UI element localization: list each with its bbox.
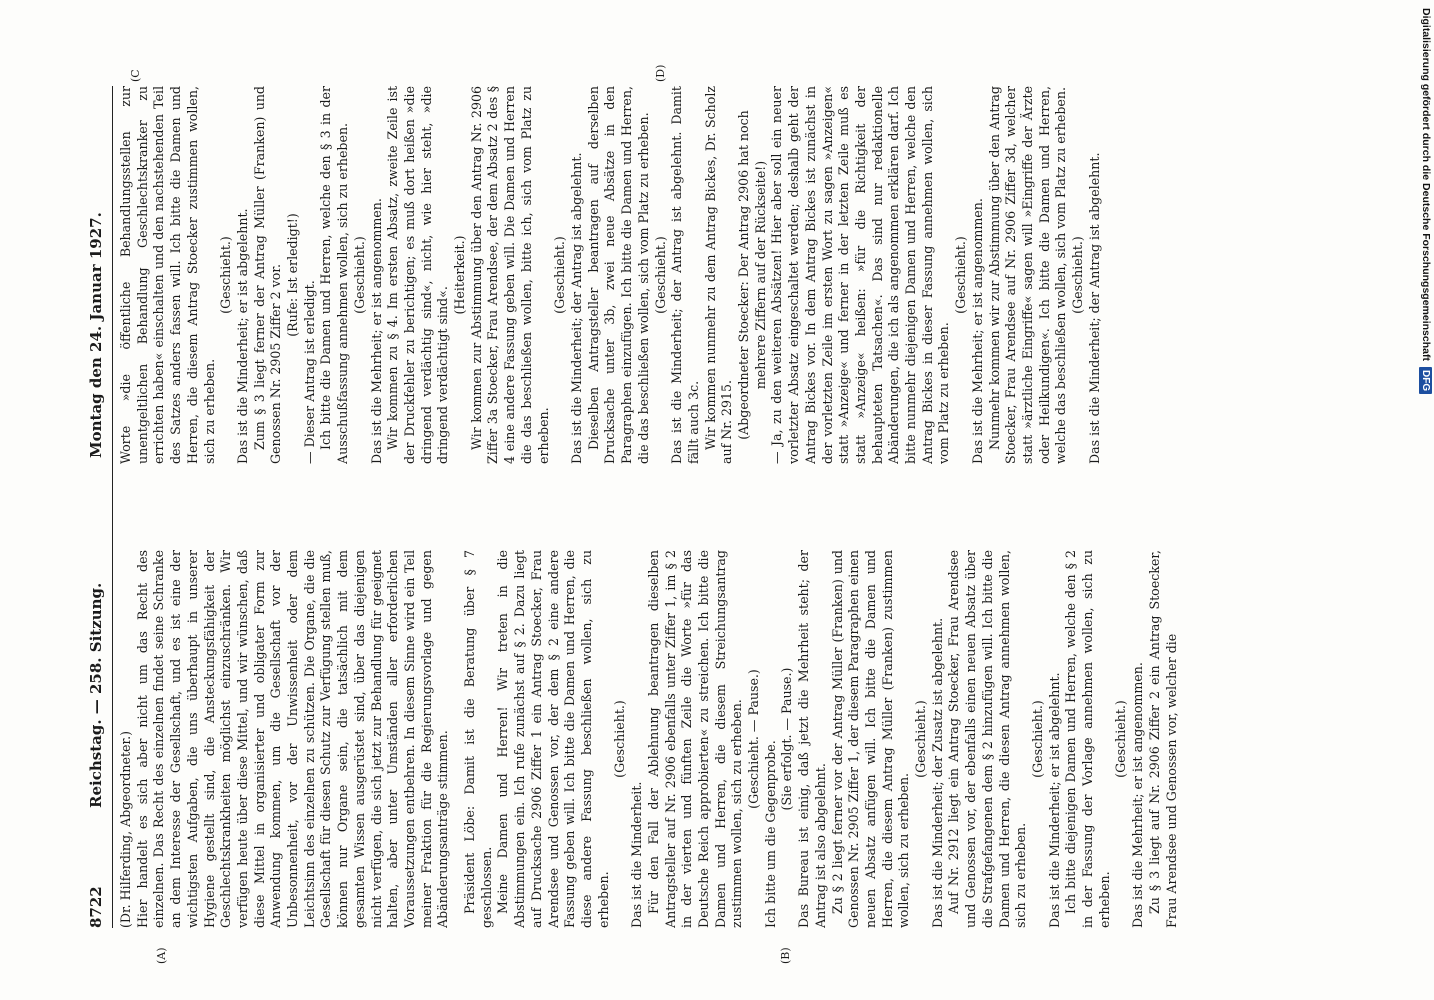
president-speech: Präsident Löbe: Damit ist die Beratung über § 7 geschlossen.	[462, 550, 494, 928]
stage-direction: (Geschieht.)	[1029, 700, 1045, 778]
speaker-continuation: (Dr. Hilferding, Abgeordneter.)	[118, 730, 133, 928]
stage-direction: (Sie erfolgt. — Pause.)	[779, 667, 795, 811]
paragraph: Dieselben Antragsteller beantragen auf derselben Drucksache unter 3b, zwei neue Absätze in den Paragraphen einzufügen. Ich bitte die Damen und Herren, die das beschließen wollen, sich vom Platz zu erheben.	[585, 86, 651, 464]
margin-marker-c: (C	[129, 69, 142, 82]
stage-direction: (Heiterkeit.)	[452, 235, 468, 315]
page-number: 8722	[87, 886, 105, 928]
stage-direction: (Geschieht.)	[1070, 236, 1086, 314]
page-header	[88, 86, 112, 928]
result-line: Das ist die Mehrheit; er ist angenommen.	[969, 198, 985, 464]
stage-direction: (Geschieht. — Pause.)	[746, 669, 762, 809]
paragraph: Ich bitte die Damen und Herren, welche den § 3 in der Ausschußfassung annehmen wollen, sich zu erheben.	[318, 86, 351, 464]
paragraph: Das Bureau ist einig, daß jetzt die Mehrheit steht; der Antrag ist also abgelehnt.	[796, 550, 828, 928]
paragraph: Wir kommen zu § 4. Im ersten Absatz, zweite Zeile ist der Druckfehler zu berichtigen; es muß dort heißen »die dringend verdächtig sind«, nicht, wie hier steht, »die dringend verdächtigt sind«.	[385, 86, 451, 464]
stage-direction: (Geschieht.)	[218, 236, 234, 314]
paragraph: Wir kommen nunmehr zu dem Antrag Bickes, Dr. Scholz auf Nr. 2915.	[702, 86, 735, 464]
paragraph: Zu § 3 liegt auf Nr. 2906 Ziffer 2 ein Antrag Stoecker, Frau Arendsee und Genossen vor, welcher die	[1146, 550, 1179, 928]
stage-direction: (Geschieht.)	[913, 700, 929, 778]
result-line: Das ist die Minderheit; der Antrag ist abgelehnt.	[1086, 152, 1102, 464]
paragraph: Worte »die öffentliche Behandlungsstellen zur unentgeltlichen Behandlung Geschlechtskranker zu errichten haben« einschalten und den nachstehenden Teil des Satzes anders fassen will. Ich bitte die Damen und Herren, die diesem Antrag Stoecker zustimmen wollen, sich zu erheben.	[118, 86, 217, 464]
rotated-page	[87, 64, 1328, 964]
document-page	[87, 64, 1328, 964]
result-line: Das ist die Minderheit; er ist abgelehnt.	[234, 208, 250, 464]
margin-marker-a: (A)	[155, 947, 168, 964]
paragraph: Für den Fall der Ablehnung beantragen dieselben Antragsteller auf Nr. 2906 ebenfalls unter Ziffer 1, im § 2 in der vierten und fünften Zeile die Worte »für das Deutsche Reich approbierten« zu streichen. Ich bitte die Damen und Herren, die diesem Streichungsantrag zustimmen wollen, sich zu erheben.	[645, 550, 745, 928]
interjection: (Abgeordneter Stoecker: Der Antrag 2906 hat noch mehrere Ziffern auf der Rückseite!)	[736, 110, 768, 440]
result-line: Das ist die Minderheit; der Antrag ist abgelehnt.	[568, 152, 584, 464]
stamp-text: Digitalisierung gefördert durch die Deutsche Forschungsgemeinschaft	[1420, 8, 1432, 361]
paragraph: — Ja, zu den weiteren Absätzen! Hier aber soll ein neuer vorletzter Absatz eingeschaltet werden; deshalb geht der Antrag Bickes vor. In dem Antrag Bickes ist zunächst in der vorletzten Zeile im ersten Wort zu sagen »Anzeigen« statt »Anzeige« und ferner in der letzten Zeile muß es statt »Anzeige« heißen: »für die Richtigkeit der behaupteten Tatsachen«. Das sind nur redaktionelle Abänderungen, die ich als angenommen erklären darf. Ich bitte nunmehr diejenigen Damen und Herren, welche den Antrag Bickes in dieser Fassung annehmen wollen, sich vom Platz zu erheben.	[769, 86, 952, 464]
stage-direction: (Geschieht.)	[612, 700, 628, 778]
paragraph: Nunmehr kommen wir zur Abstimmung über den Antrag Stoecker, Frau Arendsee auf Nr. 2906 Ziffer 3d, welcher statt »ärztliche Eingriffe« sagen will »Eingriffe der Ärzte oder Heilkundigen«. Ich bitte die Damen und Herren, welche das beschließen wollen, sich vom Platz zu erheben.	[986, 86, 1069, 464]
result-line: Das ist die Minderheit; der Zusatz ist abgelehnt.	[929, 617, 945, 928]
paragraph: Zu § 2 liegt ferner vor der Antrag Müller (Franken) und Genossen Nr. 2905 Ziffer 1, der diesem Paragraphen einen neuen Absatz anfügen will. Ich bitte die Damen und Herren, die diesem Antrag Müller (Franken) zustimmen wollen, sich zu erheben.	[829, 550, 912, 928]
margin-marker-b: (B)	[779, 947, 792, 964]
paragraph: — Dieser Antrag ist erledigt.	[301, 280, 317, 464]
paragraph: Zum § 3 liegt ferner der Antrag Müller (Franken) und Genossen Nr. 2905 Ziffer 2 vor.	[251, 86, 284, 464]
stage-direction: (Geschieht.)	[351, 236, 367, 314]
result-line: Das ist die Minderheit; der Antrag ist abgelehnt. Damit fällt auch 3c.	[669, 86, 701, 464]
stage-direction: (Rufe: Ist erledigt!)	[285, 213, 301, 337]
result-line: Das ist die Minderheit; er ist abgelehnt.	[1046, 672, 1062, 928]
stage-direction: (Geschieht.)	[953, 236, 969, 314]
paragraph: Meine Damen und Herren! Wir treten in die Abstimmungen ein. Ich rufe zunächst auf § 2. Dazu liegt auf Drucksache 2906 Ziffer 1 ein Antrag Stoecker, Frau Arendsee und Genossen vor, der dem § 2 eine andere Fassung geben will. Ich bitte die Damen und Herren, die diese andere Fassung beschließen wollen, sich zu erheben.	[495, 550, 611, 928]
paragraph: Ich bitte diejenigen Damen und Herren, welche den § 2 in der Fassung der Vorlage annehmen wollen, sich zu erheben.	[1063, 550, 1112, 928]
paragraph: Wir kommen zur Abstimmung über den Antrag Nr. 2906 Ziffer 3a Stoecker, Frau Arendsee, der dem Absatz 2 des § 4 eine andere Fassung geben will. Die Damen und Herren die das beschließen wollen, bitte ich, sich vom Platz zu erheben.	[468, 86, 551, 464]
paragraph: Ich bitte um die Gegenprobe.	[762, 740, 778, 928]
result-line: Das ist die Minderheit.	[629, 781, 645, 928]
digitization-stamp	[1418, 8, 1434, 698]
header-left-title: Reichstag. — 258. Sitzung.	[87, 582, 105, 808]
paragraph: Hier handelt es sich aber nicht um das Recht des einzelnen. Das Recht des einzelnen findet seine Schranke an dem Interesse der Gesellschaft, und es ist eine der wichtigsten Aufgaben, die uns überhaupt in unserer Hygiene gestellt sind, die Ansteckungsfähigkeit der Geschlechtskrankheiten möglichst einzuschränken. Wir verfügen heute über diese Mittel, und wir wünschen, daß diese Mittel in organisierter und obligater Form zur Anwendung kommen, um die Gesellschaft vor der Unbesonnenheit, vor der Unwissenheit oder dem Leichtsinn des einzelnen zu schützen. Die Organe, die die Gesellschaft für diesen Schutz zur Verfügung stellen muß, können nur Organe sein, die tatsächlich mit dem gesamten Wissen ausgerüstet sind, über das diejenigen nicht verfügen, die sich jetzt zur Behandlung für geeignet halten, aber unter Umständen aller erforderlichen Voraussetzungen entbehren. In diesem Sinne wird ein Teil meiner Fraktion für die Regierungsvorlage und gegen Abänderungsanträge stimmen.	[134, 550, 451, 928]
stage-direction: (Geschieht.)	[552, 236, 568, 314]
result-line: Das ist die Mehrheit; er ist angenommen.	[368, 198, 384, 464]
stage-direction: (Geschieht.)	[1113, 700, 1129, 778]
margin-marker-d: (D)	[654, 64, 667, 82]
header-rule	[112, 86, 113, 928]
header-right-title: Montag den 24. Januar 1927.	[87, 212, 105, 458]
right-column	[118, 86, 1313, 464]
result-line: Das ist die Mehrheit; er ist angenommen.	[1130, 662, 1146, 928]
dfg-logo-icon: DFG	[1420, 367, 1433, 394]
left-column	[118, 550, 1313, 928]
paragraph: Auf Nr. 2912 liegt ein Antrag Stoecker, Frau Arendsee und Genossen vor, der ebenfalls einen neuen Absatz über die Strafgefangenen dem § 2 hinzufügen will. Ich bitte die Damen und Herren, die diesen Antrag annehmen wollen, sich zu erheben.	[946, 550, 1029, 928]
stage-direction: (Geschieht.)	[652, 236, 668, 314]
